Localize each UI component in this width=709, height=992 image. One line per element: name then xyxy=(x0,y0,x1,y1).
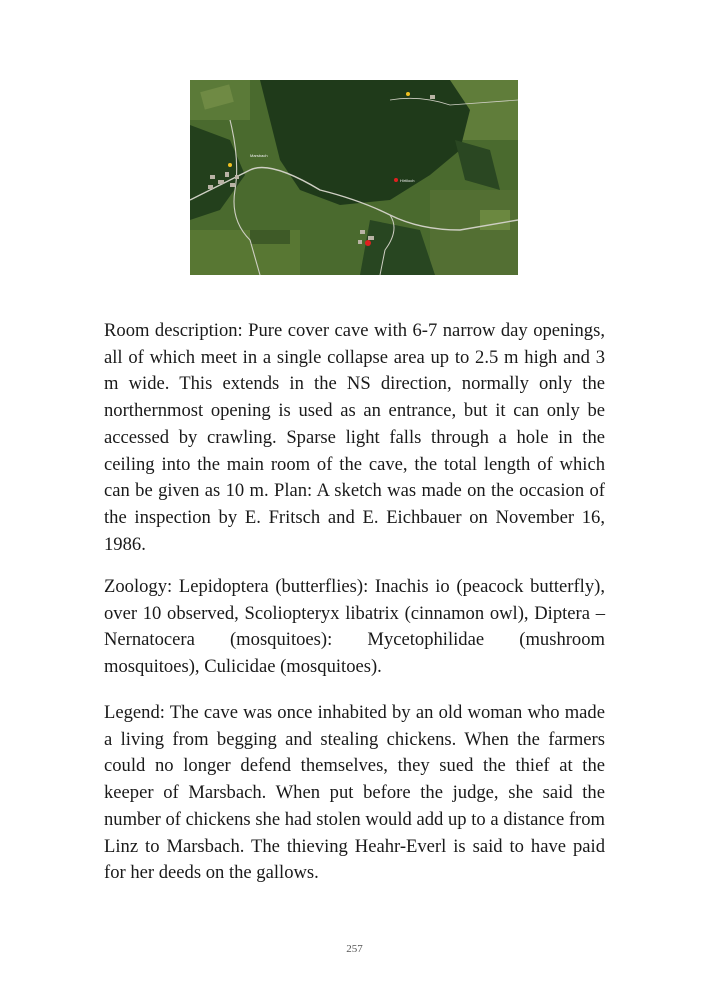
location-marker xyxy=(365,240,371,246)
village-marker-north xyxy=(406,92,410,96)
page-number: 257 xyxy=(346,943,363,955)
map-label-cave: Hirtlloch xyxy=(400,178,415,183)
map-label-village: Marsbach xyxy=(250,153,268,158)
room-description-paragraph: Room description: Pure cover cave with 6-7 narrow day openings, all of which meet in a single collapse area up to 2.5 m high and 3 m wide. This extends in the NS direction, normally only the northernmost opening is used as an entrance, but it can only be accessed by crawling. Sparse light falls through a hole in the ceiling into the main room of the cave, the total length of which can be given as 10 m. Plan: A sketch was made on the occasion of the inspection by E. Fritsch and E. Eichbauer on November 16, 1986. xyxy=(104,320,605,555)
zoology-paragraph: Zoology: Lepidoptera (butterflies): Inachis io (peacock butterfly), over 10 observed, Scoliopteryx libatrix (cinnamon owl), Diptera – Nernatocera (mosquitoes): Mycetophilidae (mushroom mosquitoes), Culicidae (mosquitoes). xyxy=(104,576,605,678)
cave-marker xyxy=(394,178,398,182)
village-marker xyxy=(228,163,232,167)
aerial-map-image xyxy=(190,80,518,275)
legend-paragraph: Legend: The cave was once inhabited by an old woman who made a living from begging and stealing chickens. When the farmers could no longer defend themselves, they sued the thief at the keeper of Marsbach. When put before the judge, she said the number of chickens she had stolen would add up to a distance from Linz to Marsbach. The thieving Heahr-Everl is said to have paid for her deeds on the gallows. xyxy=(104,702,605,884)
